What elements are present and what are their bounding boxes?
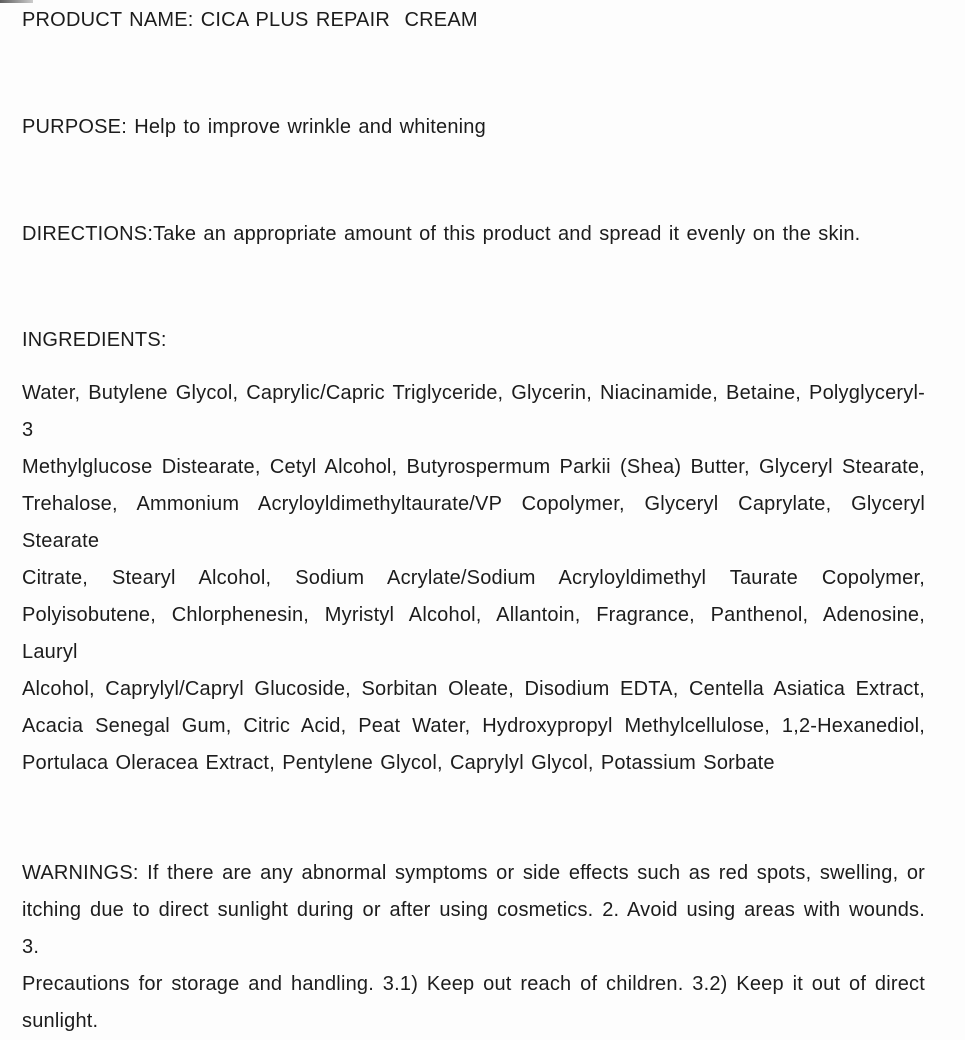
warnings-line: sunlight. — [22, 1010, 99, 1032]
ingredients-line: Citrate, Stearyl Alcohol, Sodium Acrylate/Sodium Acryloyldimethyl Taurate Copolymer, — [22, 567, 925, 589]
ingredients-heading: INGREDIENTS: — [22, 329, 167, 351]
ingredients-line: Polyisobutene, Chlorphenesin, Myristyl Alcohol, Allantoin, Fragrance, Panthenol, Adenosine, Lauryl — [22, 604, 925, 663]
product-name-line: PRODUCT NAME: CICA PLUS REPAIR CREAM — [22, 9, 478, 31]
warnings-line: itching due to direct sunlight during or after using cosmetics. 2. Avoid using areas with wounds. 3. — [22, 899, 925, 958]
ingredients-paragraph — [22, 375, 925, 782]
ingredients-line: Alcohol, Caprylyl/Capryl Glucoside, Sorbitan Oleate, Disodium EDTA, Centella Asiatica Extract, — [22, 678, 925, 700]
warnings-line: WARNINGS: If there are any abnormal symptoms or side effects such as red spots, swelling, or — [22, 862, 925, 884]
ingredients-line: Trehalose, Ammonium Acryloyldimethyltaurate/VP Copolymer, Glyceryl Caprylate, Glyceryl Stearate — [22, 493, 925, 552]
ingredients-line: Acacia Senegal Gum, Citric Acid, Peat Water, Hydroxypropyl Methylcellulose, 1,2-Hexanediol, — [22, 715, 925, 737]
screen-edge-artifact — [0, 0, 33, 3]
purpose-line: PURPOSE: Help to improve wrinkle and whitening — [22, 116, 486, 138]
warnings-line: Precautions for storage and handling. 3.1) Keep out reach of children. 3.2) Keep it out of direct — [22, 973, 925, 995]
ingredients-line: Portulaca Oleracea Extract, Pentylene Glycol, Caprylyl Glycol, Potassium Sorbate — [22, 752, 775, 774]
warnings-paragraph — [22, 855, 925, 1040]
ingredients-line: Methylglucose Distearate, Cetyl Alcohol, Butyrospermum Parkii (Shea) Butter, Glyceryl Stearate, — [22, 456, 925, 478]
ingredients-line: Water, Butylene Glycol, Caprylic/Capric Triglyceride, Glycerin, Niacinamide, Betaine, Polyglyceryl-3 — [22, 382, 925, 441]
directions-line: DIRECTIONS:Take an appropriate amount of this product and spread it evenly on the skin. — [22, 223, 861, 245]
